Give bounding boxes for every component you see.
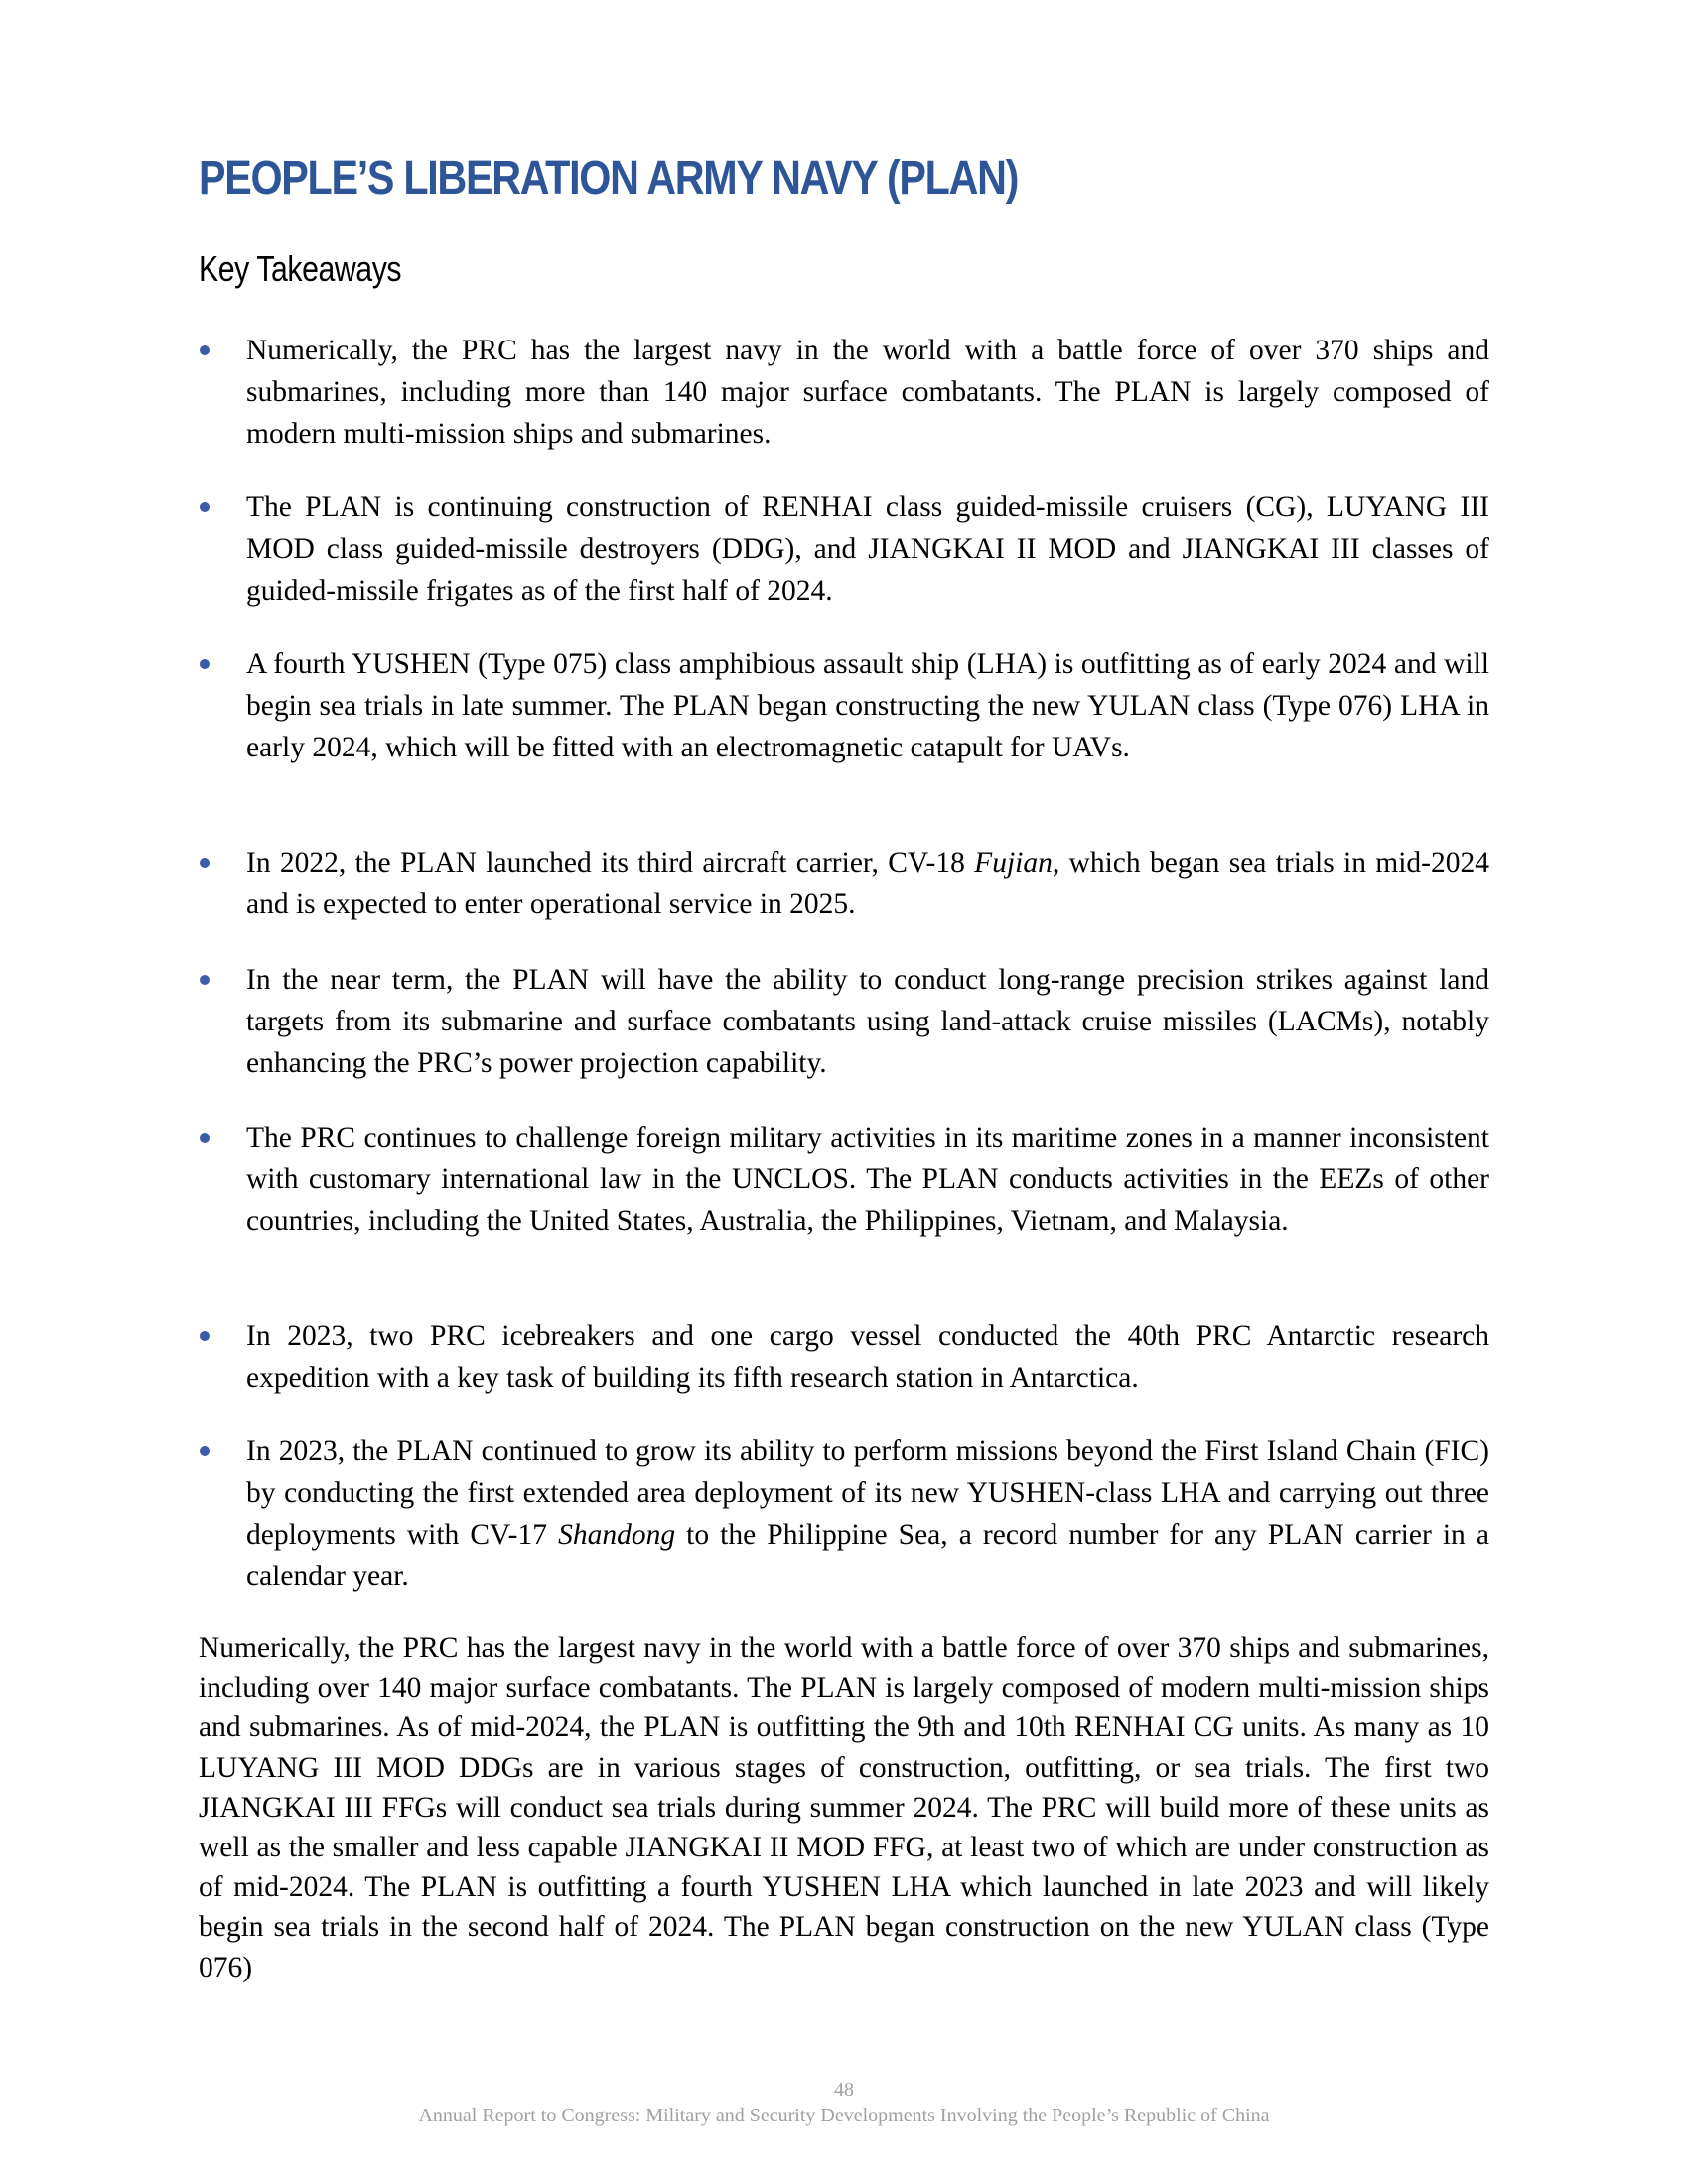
- bullet-icon: [200, 1446, 210, 1456]
- bullet-icon: [200, 659, 210, 669]
- bullet-text: [246, 1431, 1489, 1597]
- bullet-icon: [200, 858, 210, 868]
- bullet-text: [246, 486, 1489, 612]
- bullet-text-run: In 2022, the PLAN launched its third aircraft carrier, CV-18: [246, 847, 975, 879]
- takeaway-bullet-8: [199, 1431, 1489, 1597]
- bullet-italic-run: Shandong: [558, 1519, 676, 1551]
- bullet-icon: [200, 502, 210, 512]
- takeaway-bullet-4: [199, 842, 1489, 925]
- bullet-text: [246, 959, 1489, 1084]
- bullet-text-run: The PRC continues to challenge foreign military activities in its maritime zones in a manner inconsistent with customary international law in the UNCLOS. The PLAN conducts activities in the EEZs of other countries, including the United States, Australia, the Philippines, Vietnam, and Malaysia.: [246, 1122, 1489, 1237]
- bullet-text-run: In 2023, the PLAN continued to grow its ability to perform missions beyond the First Island Chain (FIC) by conducting the first extended area deployment of its new YUSHEN-class LHA and carrying out three deployments with CV-17: [246, 1435, 1489, 1551]
- page-number: 48: [834, 2079, 854, 2101]
- key-takeaways-heading: Key Takeaways: [199, 248, 402, 289]
- section-title: PEOPLE’S LIBERATION ARMY NAVY (PLAN): [199, 152, 1019, 205]
- bullet-text-run: In the near term, the PLAN will have the ability to conduct long-range precision strikes against land targets from its submarine and surface combatants using land-attack cruise missiles (LACMs), notably enhancing the PRC’s power projection capability.: [246, 964, 1489, 1079]
- running-footer: Annual Report to Congress: Military and Security Developments Involving the People’s Republic of China: [418, 2105, 1270, 2126]
- bullet-text: [246, 643, 1489, 768]
- takeaway-bullet-1: [199, 330, 1489, 455]
- bullet-icon: [200, 1133, 210, 1143]
- bullet-icon: [200, 345, 210, 355]
- bullet-icon: [200, 1331, 210, 1341]
- bullet-text: [246, 1117, 1489, 1242]
- takeaway-bullet-3: [199, 643, 1489, 768]
- takeaway-bullet-2: [199, 486, 1489, 612]
- bullet-text: [246, 330, 1489, 455]
- bullet-text: [246, 842, 1489, 925]
- bullet-text-run: to the Philippine Sea, a record number for any PLAN carrier in a calendar year.: [246, 1519, 1489, 1592]
- bullet-text: [246, 1315, 1489, 1399]
- bullet-text-run: Numerically, the PRC has the largest navy in the world with a battle force of over 370 ships and submarines, including more than 140 major surface combatants. The PLAN is largely composed of modern multi-mission ships and submarines.: [246, 335, 1489, 450]
- bullet-text-run: A fourth YUSHEN (Type 075) class amphibious assault ship (LHA) is outfitting as of early 2024 and will begin sea trials in late summer. The PLAN began constructing the new YULAN class (Type 076) LHA in early 2024, which will be fitted with an electromagnetic catapult for UAVs.: [246, 648, 1489, 763]
- takeaway-bullet-5: [199, 959, 1489, 1084]
- bullet-text-run: In 2023, two PRC icebreakers and one cargo vessel conducted the 40th PRC Antarctic research expedition with a key task of building its fifth research station in Antarctica.: [246, 1320, 1489, 1394]
- takeaway-bullet-7: [199, 1315, 1489, 1399]
- bullet-text-run: , which began sea trials in mid-2024 and is expected to enter operational service in 2025.: [246, 847, 1489, 920]
- body-paragraph: Numerically, the PRC has the largest navy in the world with a battle force of over 370 ships and submarines, including over 140 major surface combatants. The PLAN is largely composed of modern multi-mission ships and submarines. As of mid-2024, the PLAN is outfitting the 9th and 10th RENHAI CG units. As many as 10 LUYANG III MOD DDGs are in various stages of construction, outfitting, or sea trials. The first two JIANGKAI III FFGs will conduct sea trials during summer 2024. The PRC will build more of these units as well as the smaller and less capable JIANGKAI II MOD FFG, at least two of which are under construction as of mid-2024. The PLAN is outfitting a fourth YUSHEN LHA which launched in late 2023 and will likely begin sea trials in the second half of 2024. The PLAN began construction on the new YULAN class (Type 076): [199, 1632, 1489, 1983]
- takeaway-bullet-6: [199, 1117, 1489, 1242]
- bullet-italic-run: Fujian: [974, 847, 1053, 879]
- bullet-text-run: The PLAN is continuing construction of RENHAI class guided-missile cruisers (CG), LUYANG III MOD class guided-missile destroyers (DDG), and JIANGKAI II MOD and JIANGKAI III classes of guided-missile frigates as of the first half of 2024.: [246, 491, 1489, 607]
- bullet-icon: [200, 975, 210, 985]
